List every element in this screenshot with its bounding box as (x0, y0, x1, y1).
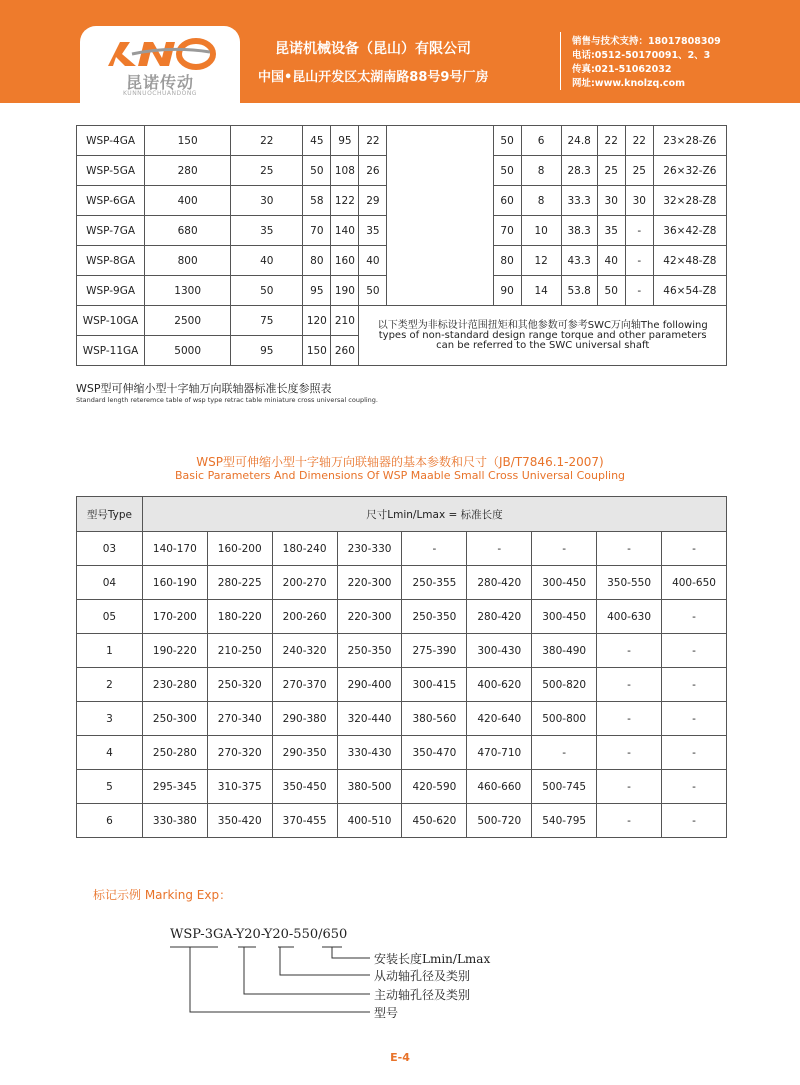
length-cell: 450-620 (402, 804, 467, 838)
table-cell: 280 (145, 156, 231, 186)
length-cell: - (597, 532, 662, 566)
table-cell: 12 (521, 246, 561, 276)
table-cell: 50 (493, 126, 521, 156)
table-cell: 80 (493, 246, 521, 276)
table-cell: 50 (231, 276, 303, 306)
table-cell: 400 (145, 186, 231, 216)
contact-fax: 传真:021-51062032 (572, 64, 672, 75)
length-cell: 400-620 (467, 668, 532, 702)
length-cell: - (662, 532, 727, 566)
length-cell: 250-350 (402, 600, 467, 634)
length-cell: 250-280 (142, 736, 207, 770)
section-title-en: Basic Parameters And Dimensions Of WSP Maable Small Cross Universal Coupling (174, 469, 626, 482)
header-type: 型号Type (77, 497, 143, 532)
table-cell: - (625, 246, 653, 276)
page-number: E-4 (390, 1051, 410, 1064)
length-cell: 290-400 (337, 668, 402, 702)
table-cell: 2500 (145, 306, 231, 336)
type-cell: 5 (77, 770, 143, 804)
table-cell: 6 (521, 126, 561, 156)
length-cell: 350-550 (597, 566, 662, 600)
contact-sales: 销售与技术支持：18017808309 (572, 36, 721, 47)
length-cell: 330-380 (142, 804, 207, 838)
annotation-model: 型号 (374, 1006, 399, 1020)
length-cell: 300-415 (402, 668, 467, 702)
length-cell: 350-420 (207, 804, 272, 838)
table-cell: 50 (597, 276, 625, 306)
length-cell: - (662, 736, 727, 770)
length-cell: 290-350 (272, 736, 337, 770)
type-cell: 1 (77, 634, 143, 668)
table-cell: 50 (493, 156, 521, 186)
length-cell: 540-795 (532, 804, 597, 838)
table-cell: 53.8 (561, 276, 597, 306)
length-cell: 295-345 (142, 770, 207, 804)
table-cell: 90 (493, 276, 521, 306)
table-cell: 29 (359, 186, 387, 216)
length-cell: - (662, 702, 727, 736)
length-cell: - (597, 736, 662, 770)
length-cell: 370-455 (272, 804, 337, 838)
length-cell: 180-240 (272, 532, 337, 566)
table-cell: 25 (625, 156, 653, 186)
type-cell: 03 (77, 532, 143, 566)
length-cell: 400-510 (337, 804, 402, 838)
type-cell: 04 (77, 566, 143, 600)
length-cell: 380-490 (532, 634, 597, 668)
table-cell: 40 (359, 246, 387, 276)
note-line: types of non-standard design range torque and other parameters (378, 329, 707, 341)
table-cell: 108 (331, 156, 359, 186)
table-cell: 40 (597, 246, 625, 276)
table-cell: 28.3 (561, 156, 597, 186)
length-cell: 250-350 (337, 634, 402, 668)
table-cell: 45 (303, 126, 331, 156)
table-cell: 35 (597, 216, 625, 246)
length-cell: 160-190 (142, 566, 207, 600)
length-cell: - (662, 634, 727, 668)
note-line: 以下类型为非标设计范围扭矩和其他参数可参考SWC万向轴The following (377, 319, 708, 331)
length-cell: 300-450 (532, 600, 597, 634)
note-line: can be referred to the SWC universal shaft (436, 339, 650, 351)
table-cell: 70 (303, 216, 331, 246)
table-cell: 30 (597, 186, 625, 216)
table-cell: 5000 (145, 336, 231, 366)
table-cell: 680 (145, 216, 231, 246)
length-cell: 320-440 (337, 702, 402, 736)
table-cell: 43.3 (561, 246, 597, 276)
annotation-install-length: 安装长度Lmin/Lmax (374, 952, 491, 966)
table-cell: 140 (331, 216, 359, 246)
length-cell: 270-320 (207, 736, 272, 770)
table-cell: 36×42-Z8 (653, 216, 726, 246)
length-cell: 500-745 (532, 770, 597, 804)
table-cell: 32×28-Z8 (653, 186, 726, 216)
annotation-driven-bore: 从动轴孔径及类别 (374, 969, 471, 983)
table-cell: 150 (145, 126, 231, 156)
length-cell: - (662, 804, 727, 838)
annotation-driving-bore: 主动轴孔径及类别 (374, 988, 471, 1002)
table-cell: 22 (359, 126, 387, 156)
table-cell: 14 (521, 276, 561, 306)
length-cell: 160-200 (207, 532, 272, 566)
table-cell: - (625, 276, 653, 306)
table-cell: 33.3 (561, 186, 597, 216)
length-cell: 230-330 (337, 532, 402, 566)
table-cell: 22 (625, 126, 653, 156)
table-cell: 150 (303, 336, 331, 366)
length-cell: 230-280 (142, 668, 207, 702)
length-cell: - (402, 532, 467, 566)
table-cell: 35 (359, 216, 387, 246)
table-cell: 26×32-Z6 (653, 156, 726, 186)
length-cell: 280-420 (467, 600, 532, 634)
length-cell: 250-355 (402, 566, 467, 600)
type-cell: 3 (77, 702, 143, 736)
table1-caption-cn: WSP型可伸缩小型十字轴万向联轴器标准长度参照表 (76, 382, 332, 395)
section-title-cn: WSP型可伸缩小型十字轴万向联轴器的基本参数和尺寸（JB/T7846.1-2007) (196, 455, 604, 469)
table-cell: 70 (493, 216, 521, 246)
table-cell: 24.8 (561, 126, 597, 156)
table-cell: 95 (303, 276, 331, 306)
length-cell: 270-340 (207, 702, 272, 736)
length-cell: - (662, 600, 727, 634)
length-cell: 400-630 (597, 600, 662, 634)
length-cell: 200-270 (272, 566, 337, 600)
table-cell: 75 (231, 306, 303, 336)
table-cell: 40 (231, 246, 303, 276)
length-cell: 240-320 (272, 634, 337, 668)
type-cell: 2 (77, 668, 143, 702)
length-cell: 300-430 (467, 634, 532, 668)
length-cell: 470-710 (467, 736, 532, 770)
length-cell: 170-200 (142, 600, 207, 634)
length-cell: 280-225 (207, 566, 272, 600)
table-cell: 46×54-Z8 (653, 276, 726, 306)
length-cell: 420-640 (467, 702, 532, 736)
length-cell: 220-300 (337, 600, 402, 634)
model-cell: WSP-4GA (77, 126, 145, 156)
table-cell: 26 (359, 156, 387, 186)
length-cell: - (532, 736, 597, 770)
length-cell: 420-590 (402, 770, 467, 804)
table-cell: 10 (521, 216, 561, 246)
length-cell: - (597, 770, 662, 804)
length-cell: 350-450 (272, 770, 337, 804)
length-cell: 460-660 (467, 770, 532, 804)
table-cell: 22 (231, 126, 303, 156)
length-cell: 250-320 (207, 668, 272, 702)
length-cell: - (467, 532, 532, 566)
table-cell: 122 (331, 186, 359, 216)
table-cell: 800 (145, 246, 231, 276)
table-cell: 190 (331, 276, 359, 306)
length-cell: 250-300 (142, 702, 207, 736)
table-cell: 50 (303, 156, 331, 186)
model-cell: WSP-5GA (77, 156, 145, 186)
length-cell: 190-220 (142, 634, 207, 668)
length-cell: 275-390 (402, 634, 467, 668)
length-cell: 210-250 (207, 634, 272, 668)
type-cell: 6 (77, 804, 143, 838)
model-cell: WSP-10GA (77, 306, 145, 336)
table-cell: - (625, 216, 653, 246)
table-cell: 210 (331, 306, 359, 336)
logo-text-en: KUNNUOCHUANDONG (123, 90, 197, 97)
table-cell: 120 (303, 306, 331, 336)
length-cell: 300-450 (532, 566, 597, 600)
table-cell: 95 (231, 336, 303, 366)
model-cell: WSP-9GA (77, 276, 145, 306)
length-cell: 310-375 (207, 770, 272, 804)
table-cell: 38.3 (561, 216, 597, 246)
length-cell: - (662, 668, 727, 702)
length-cell: 220-300 (337, 566, 402, 600)
model-cell: WSP-7GA (77, 216, 145, 246)
length-cell: 200-260 (272, 600, 337, 634)
length-cell: - (597, 668, 662, 702)
table-cell: 30 (231, 186, 303, 216)
table-cell: 160 (331, 246, 359, 276)
table-cell: 58 (303, 186, 331, 216)
table-cell: 35 (231, 216, 303, 246)
header-dimension: 尺寸Lmin/Lmax = 标准长度 (142, 497, 726, 532)
contact-website: 网址:www.knolzq.com (572, 78, 685, 89)
length-cell: 350-470 (402, 736, 467, 770)
table-cell: 25 (231, 156, 303, 186)
marking-code: WSP-3GA-Y20-Y20-550/650 (170, 927, 348, 942)
table-cell: 60 (493, 186, 521, 216)
company-name: 昆诺机械设备（昆山）有限公司 (275, 41, 471, 57)
contact-phone: 电话:0512-50170091、2、3 (572, 50, 711, 61)
table-cell: 260 (331, 336, 359, 366)
length-cell: 330-430 (337, 736, 402, 770)
length-cell: 500-820 (532, 668, 597, 702)
length-cell: 500-720 (467, 804, 532, 838)
type-cell: 4 (77, 736, 143, 770)
table-cell: 95 (331, 126, 359, 156)
length-cell: 270-370 (272, 668, 337, 702)
table-cell: 30 (625, 186, 653, 216)
length-cell: - (532, 532, 597, 566)
length-cell: 380-560 (402, 702, 467, 736)
model-cell: WSP-11GA (77, 336, 145, 366)
marking-title: 标记示例 Marking Exp： (93, 888, 232, 902)
table-cell: 80 (303, 246, 331, 276)
model-cell: WSP-6GA (77, 186, 145, 216)
table-cell: 42×48-Z8 (653, 246, 726, 276)
table1-caption-en: Standard length reteremce table of wsp type retrac table miniature cross universal coupling. (76, 396, 378, 404)
length-cell: 400-650 (662, 566, 727, 600)
table-cell: 1300 (145, 276, 231, 306)
length-cell: 180-220 (207, 600, 272, 634)
length-cell: 290-380 (272, 702, 337, 736)
length-cell: 500-800 (532, 702, 597, 736)
length-cell: 140-170 (142, 532, 207, 566)
model-cell: WSP-8GA (77, 246, 145, 276)
length-cell: - (597, 702, 662, 736)
company-address: 中国•昆山开发区太湖南路88号9号厂房 (258, 70, 489, 85)
table-cell: 23×28-Z6 (653, 126, 726, 156)
table-cell: 22 (597, 126, 625, 156)
length-cell: - (597, 804, 662, 838)
length-cell: 280-420 (467, 566, 532, 600)
table-cell: 8 (521, 156, 561, 186)
length-cell: 380-500 (337, 770, 402, 804)
table-cell: 8 (521, 186, 561, 216)
length-cell: - (597, 634, 662, 668)
length-cell: - (662, 770, 727, 804)
type-cell: 05 (77, 600, 143, 634)
table-cell: 25 (597, 156, 625, 186)
table-cell: 50 (359, 276, 387, 306)
logo-text-cn: 昆诺传动 (125, 73, 194, 92)
